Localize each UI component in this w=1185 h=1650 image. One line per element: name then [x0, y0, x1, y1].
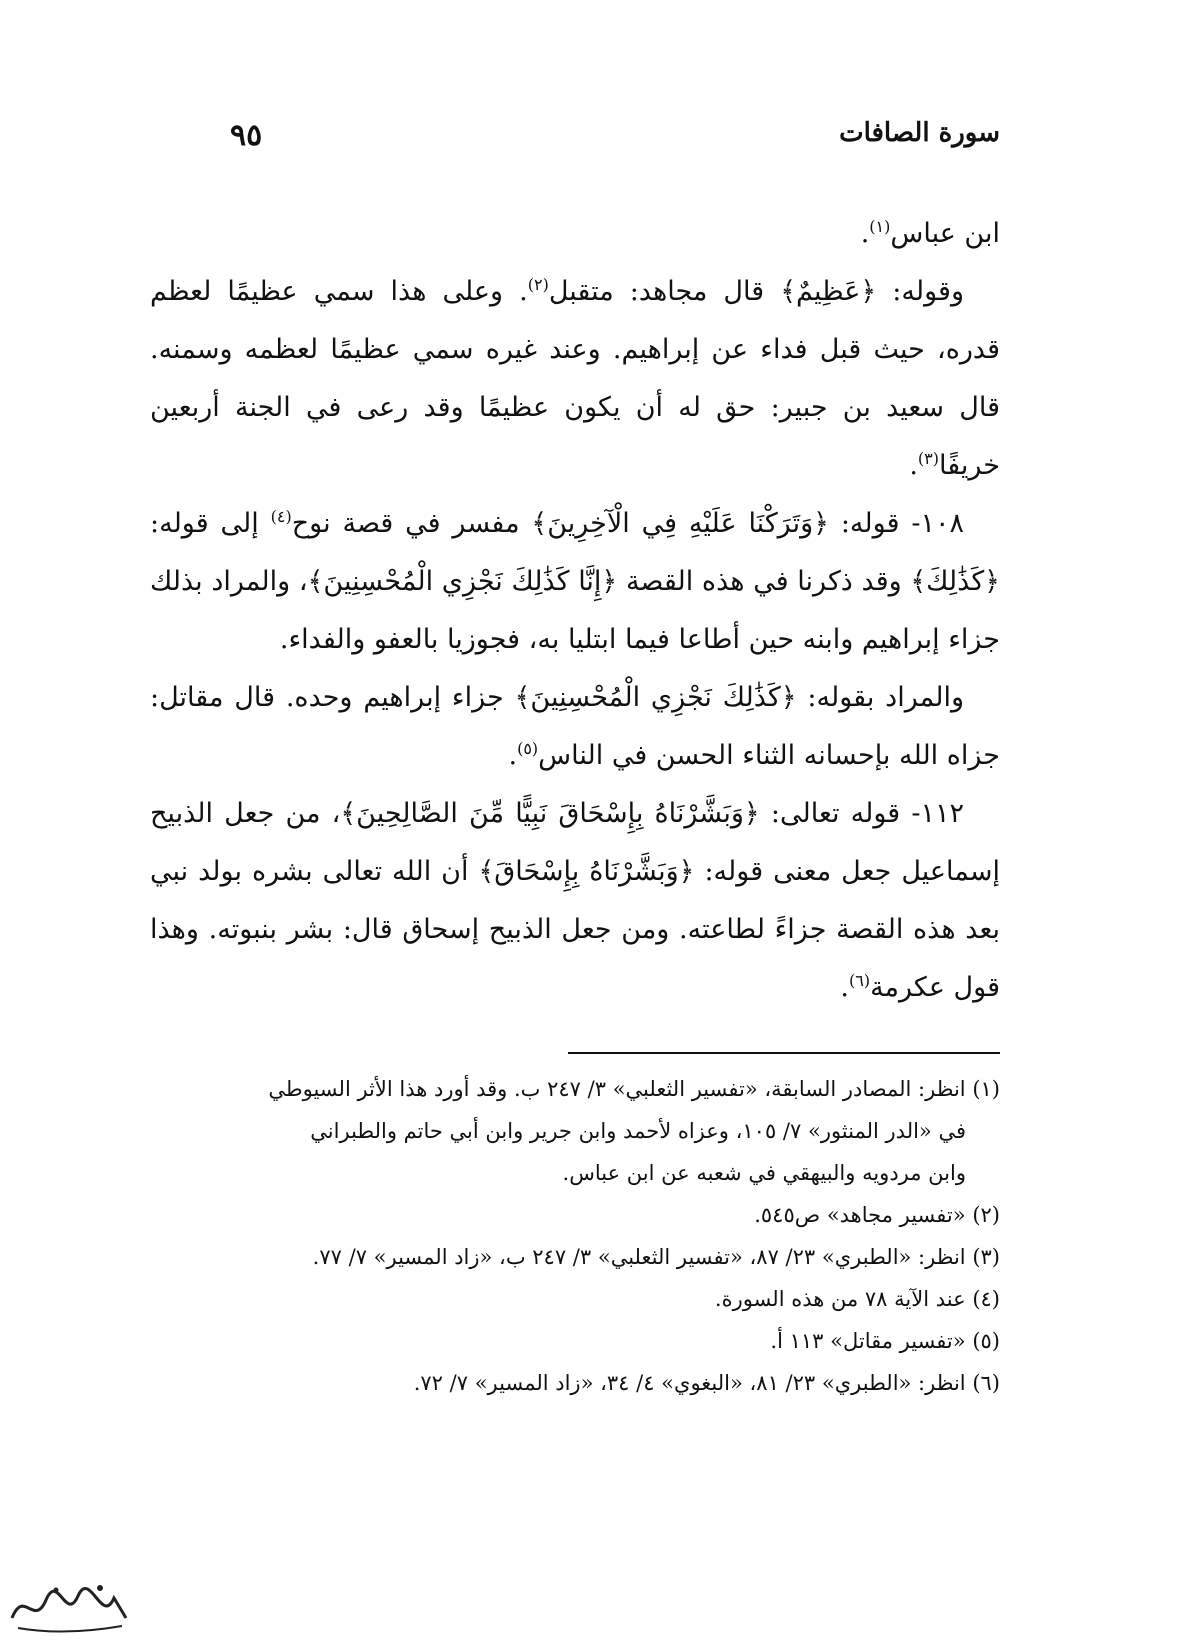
surah-title: سورة الصافات [839, 118, 1000, 148]
footnote-ref-6[interactable]: (٦) [848, 971, 871, 990]
footnote-ref-3[interactable]: (٣) [917, 449, 939, 468]
main-text [150, 205, 1000, 1017]
paragraph-1: وقوله: ﴿عَظِيمٌ﴾ قال مجاهد: متقبل$^{(٢)}$. وعلى هذا سمي عظيمًا لعظم قدره، حيث قبل فداء عن إبراهيم. وعند غيره سمي عظيمًا لعظمه وسمنه. قال سعيد بن جبير: حق له أن يكون عظيمًا وقد رعى في الجنة أربعين خريفًا$^{(٣)}$. [150, 275, 1000, 481]
paragraph-0: ابن عباس$^{(١)}$. [860, 217, 1000, 249]
paragraph-4: ١١٢- قوله تعالى: ﴿وَبَشَّرْنَاهُ بِإِسْحَاقَ نَبِيًّا مِّنَ الصَّالِحِينَ﴾، من جعل الذبيح إسماعيل جعل معنى قوله: ﴿وَبَشَّرْنَاهُ بِإِسْحَاقَ﴾ أن الله تعالى بشره بولد نبي بعد هذه القصة جزاءً لطاعته. ومن جعل الذبيح إسحاق قال: بشر بنبوته. وهذا قول عكرمة$^{(٦)}$. [150, 798, 1000, 1003]
footnote-5: (٥) «تفسير مقاتل» ١١٣ أ. [770, 1329, 1000, 1353]
page-number: ٩٥ [230, 118, 263, 153]
footnote-ref-5[interactable]: (٥) [517, 739, 539, 758]
footnote-separator [568, 1052, 1000, 1054]
footnote-3: (٣) انظر: «الطبري» ٢٣/ ٨٧، «تفسير الثعلبي» ٣/ ٢٤٧ ب، «زاد المسير» ٧/ ٧٧. [312, 1245, 1000, 1269]
publisher-logo [4, 1578, 134, 1636]
footnote-ref-1[interactable]: (١) [869, 217, 891, 236]
footnote-ref-2[interactable]: (٢) [527, 275, 549, 294]
paragraph-2: ١٠٨- قوله: ﴿وَتَرَكْنَا عَلَيْهِ فِي الْآخِرِينَ﴾ مفسر في قصة نوح$^{(٤)}$ إلى قوله: ﴿كَذَٰلِكَ﴾ وقد ذكرنا في هذه القصة ﴿إِنَّا كَذَٰلِكَ نَجْزِي الْمُحْسِنِينَ﴾، والمراد بذلك جزاء إبراهيم وابنه حين أطاعا فيما ابتليا به، فجوزيا بالعفو والفداء. [150, 507, 1000, 655]
footnote-ref-4[interactable]: (٤) [270, 507, 292, 526]
paragraph-3: والمراد بقوله: ﴿كَذَٰلِكَ نَجْزِي الْمُحْسِنِينَ﴾ جزاء إبراهيم وحده. قال مقاتل: جزاه الله بإحسانه الثناء الحسن في الناس$^{(٥)}$. [150, 682, 1000, 771]
footnote-4: (٤) عند الآية ٧٨ من هذه السورة. [714, 1287, 1000, 1311]
footnotes [150, 1068, 1000, 1404]
footnote-1-cont: في «الدر المنثور» ٧/ ١٠٥، وعزاه لأحمد وابن جرير وابن أبي حاتم والطبراني [310, 1119, 966, 1143]
footnote-6: (٦) انظر: «الطبري» ٢٣/ ٨١، «البغوي» ٤/ ٣٤، «زاد المسير» ٧/ ٧٢. [413, 1371, 1000, 1395]
footnote-1: (١) انظر: المصادر السابقة، «تفسير الثعلبي» ٣/ ٢٤٧ ب. وقد أورد هذا الأثر السيوطي [268, 1077, 1000, 1101]
footnote-1-cont: وابن مردويه والبيهقي في شعبه عن ابن عباس. [562, 1161, 966, 1185]
page-header [150, 118, 1000, 168]
footnote-2: (٢) «تفسير مجاهد» ص٥٤٥. [754, 1203, 1000, 1227]
